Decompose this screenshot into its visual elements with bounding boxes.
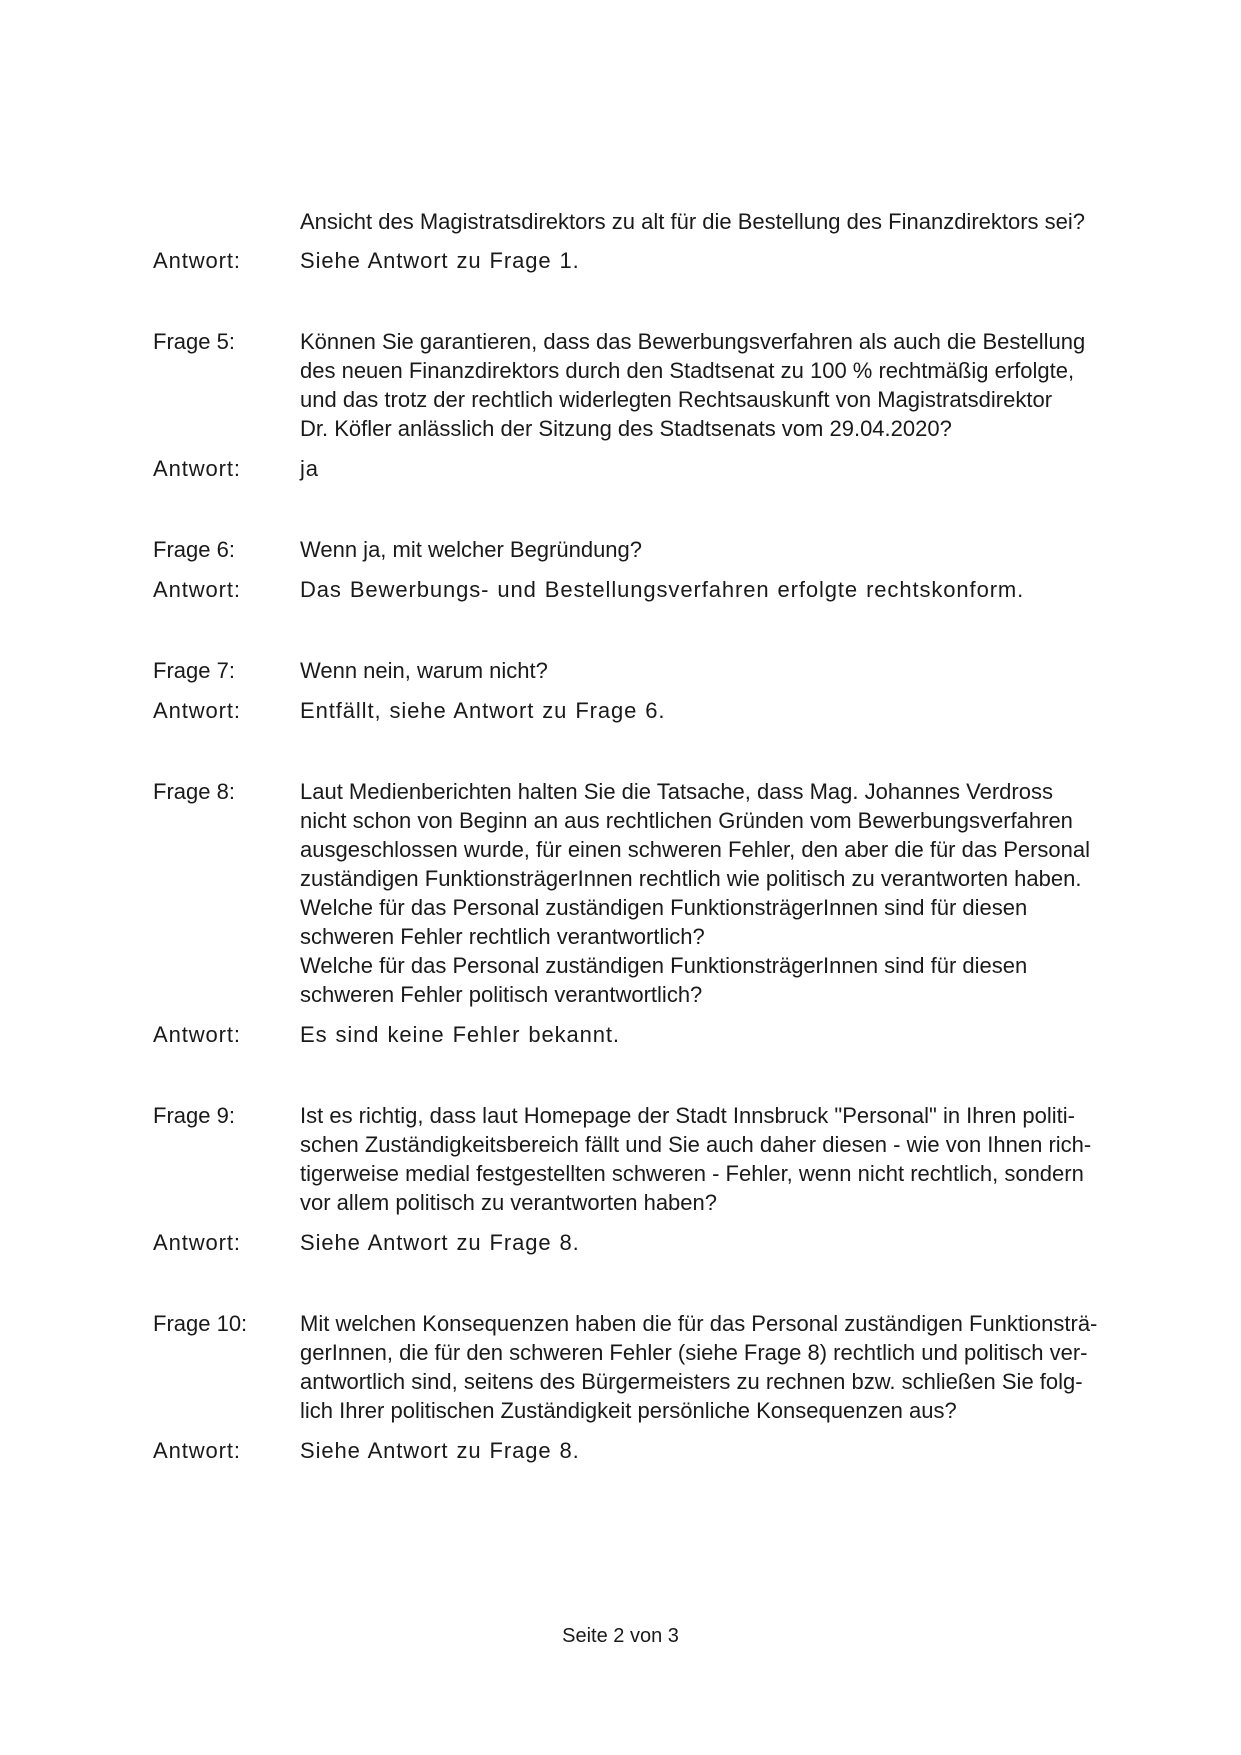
question-line: Dr. Köfler anlässlich der Sitzung des Stadtsenats vom 29.04.2020?	[300, 416, 952, 441]
question-line: und das trotz der rechtlich widerlegten Rechtsauskunft von Magistratsdirektor	[300, 387, 1053, 412]
question-line: Mit welchen Konsequenzen haben die für das Personal zuständigen Funktionsträ-	[300, 1311, 1098, 1336]
answer-label: Antwort:	[153, 1022, 241, 1047]
qa-block-frage-7	[153, 656, 1143, 725]
question-label: Frage 8:	[153, 779, 235, 804]
page-footer	[0, 1623, 1241, 1649]
answer-row	[153, 575, 1143, 604]
question-row	[153, 656, 1143, 685]
answer-label: Antwort:	[153, 698, 241, 723]
answer-label: Antwort:	[153, 1230, 241, 1255]
question-line: nicht schon von Beginn an aus rechtlichen Gründen vom Bewerbungsverfahren	[300, 808, 1073, 833]
question-line: Ansicht des Magistratsdirektors zu alt für die Bestellung des Finanzdirektors sei?	[300, 209, 1086, 234]
answer-row	[153, 246, 1143, 275]
answer-row	[153, 696, 1143, 725]
question-label: Frage 5:	[153, 329, 235, 354]
question-line: schweren Fehler rechtlich verantwortlich?	[300, 924, 705, 949]
question-label: Frage 6:	[153, 537, 235, 562]
question-line: schweren Fehler politisch verantwortlich?	[300, 982, 703, 1007]
page-number: Seite 2 von 3	[562, 1625, 679, 1647]
question-line: Laut Medienberichten halten Sie die Tatsache, dass Mag. Johannes Verdross	[300, 779, 1053, 804]
qa-block-continuation	[153, 207, 1143, 275]
answer-row	[153, 454, 1143, 483]
question-line: Wenn nein, warum nicht?	[300, 658, 548, 683]
question-row	[153, 1309, 1143, 1425]
answer-text: Siehe Antwort zu Frage 8.	[300, 1230, 580, 1255]
question-line: tigerweise medial festgestellten schweren - Fehler, wenn nicht rechtlich, sondern	[300, 1161, 1084, 1186]
answer-label: Antwort:	[153, 456, 241, 481]
qa-block-frage-5	[153, 327, 1143, 483]
answer-row	[153, 1020, 1143, 1049]
question-line: ausgeschlossen wurde, für einen schweren Fehler, den aber die für das Personal	[300, 837, 1091, 862]
qa-block-frage-6	[153, 535, 1143, 604]
answer-label: Antwort:	[153, 1438, 241, 1463]
answer-label: Antwort:	[153, 248, 241, 273]
question-line: gerInnen, die für den schweren Fehler (siehe Frage 8) rechtlich und politisch ver-	[300, 1340, 1088, 1365]
question-line: schen Zuständigkeitsbereich fällt und Sie auch daher diesen - wie von Ihnen rich-	[300, 1132, 1092, 1157]
question-text	[300, 327, 1143, 443]
question-row	[153, 1101, 1143, 1217]
question-line: des neuen Finanzdirektors durch den Stadtsenat zu 100 % rechtmäßig erfolgte,	[300, 358, 1075, 383]
document-body	[153, 207, 1143, 1465]
answer-text: Es sind keine Fehler bekannt.	[300, 1022, 620, 1047]
question-line: Welche für das Personal zuständigen FunktionsträgerInnen sind für diesen	[300, 953, 1028, 978]
answer-row	[153, 1436, 1143, 1465]
qa-block-frage-10	[153, 1309, 1143, 1465]
question-text	[300, 777, 1143, 1009]
answer-text: ja	[300, 456, 319, 481]
question-line: zuständigen FunktionsträgerInnen rechtlich wie politisch zu verantworten haben.	[300, 866, 1082, 891]
qa-block-frage-9	[153, 1101, 1143, 1257]
question-label: Frage 7:	[153, 658, 235, 683]
question-row	[153, 535, 1143, 564]
question-row	[153, 327, 1143, 443]
answer-text: Siehe Antwort zu Frage 1.	[300, 248, 580, 273]
question-text	[300, 535, 1143, 564]
question-line: Können Sie garantieren, dass das Bewerbungsverfahren als auch die Bestellung	[300, 329, 1086, 354]
answer-text: Entfällt, siehe Antwort zu Frage 6.	[300, 698, 666, 723]
question-text	[300, 207, 1143, 236]
question-row	[153, 777, 1143, 1009]
question-label: Frage 9:	[153, 1103, 235, 1128]
answer-row	[153, 1228, 1143, 1257]
question-line: Welche für das Personal zuständigen FunktionsträgerInnen sind für diesen	[300, 895, 1028, 920]
question-text	[300, 1101, 1143, 1217]
question-text	[300, 1309, 1143, 1425]
answer-label: Antwort:	[153, 577, 241, 602]
question-text	[300, 656, 1143, 685]
qa-block-frage-8	[153, 777, 1143, 1049]
answer-text: Das Bewerbungs- und Bestellungsverfahren erfolgte rechtskonform.	[300, 577, 1025, 602]
question-line: antwortlich sind, seitens des Bürgermeisters zu rechnen bzw. schließen Sie folg-	[300, 1369, 1083, 1394]
question-line: Ist es richtig, dass laut Homepage der Stadt Innsbruck "Personal" in Ihren politi-	[300, 1103, 1076, 1128]
question-label: Frage 10:	[153, 1311, 248, 1336]
answer-text: Siehe Antwort zu Frage 8.	[300, 1438, 580, 1463]
question-row	[153, 207, 1143, 236]
question-line: Wenn ja, mit welcher Begründung?	[300, 537, 643, 562]
question-line: vor allem politisch zu verantworten haben?	[300, 1190, 718, 1215]
question-line: lich Ihrer politischen Zuständigkeit persönliche Konsequenzen aus?	[300, 1398, 957, 1423]
